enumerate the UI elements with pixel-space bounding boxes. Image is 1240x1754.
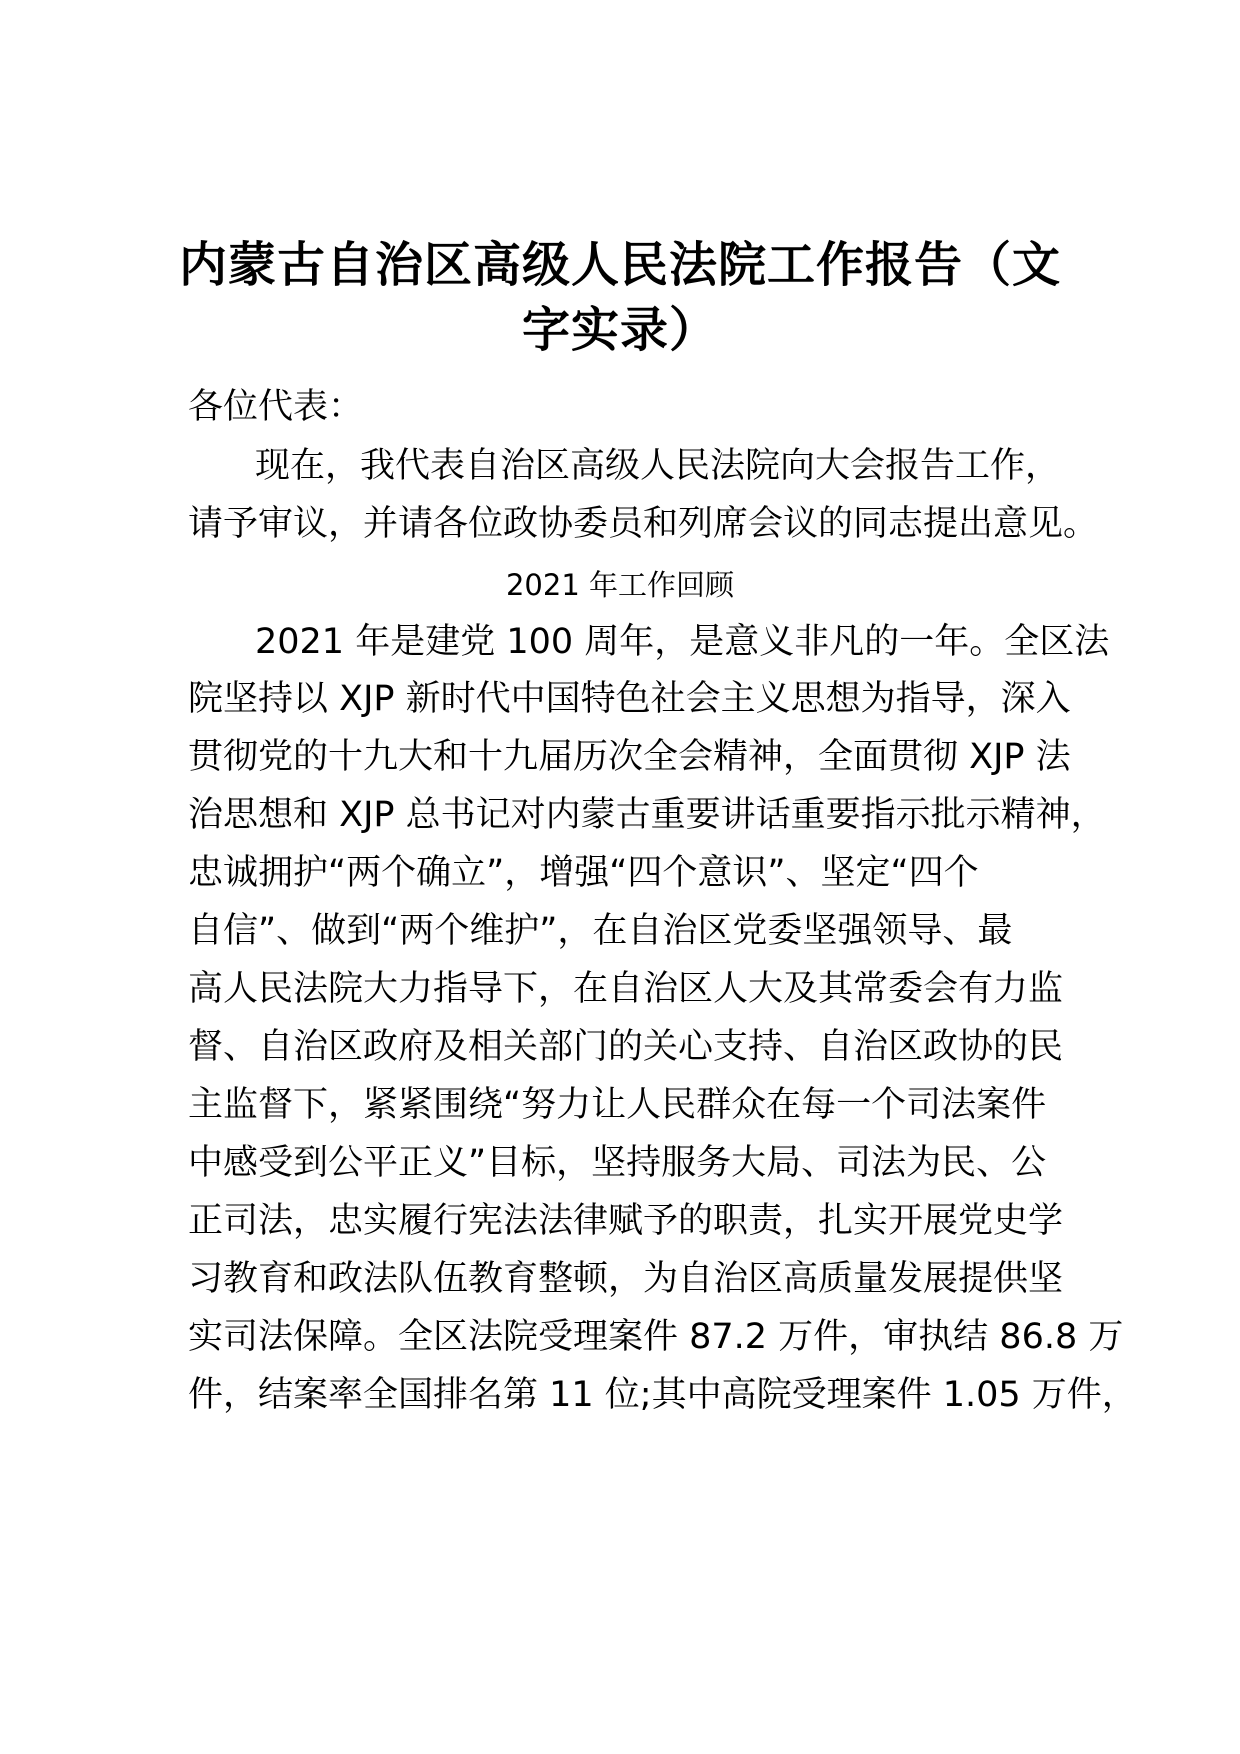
body-line: 高人民法院大力指导下，在自治区人大及其常委会有力监 bbox=[188, 969, 1064, 1009]
body-line: 院坚持以 XJP 新时代中国特色社会主义思想为指导，深入 bbox=[188, 679, 1071, 719]
body-line: 治思想和 XJP 总书记对内蒙古重要讲话重要指示批示精神， bbox=[188, 795, 1106, 835]
body-line: 中感受到公平正义”目标，坚持服务大局、司法为民、公 bbox=[188, 1143, 1047, 1183]
body-line: 习教育和政法队伍教育整顿，为自治区高质量发展提供坚 bbox=[188, 1259, 1064, 1299]
document-title-line-1: 内蒙古自治区高级人民法院工作报告（文 bbox=[178, 237, 1061, 293]
document-title-line-2: 字实录） bbox=[521, 302, 718, 358]
body-line: 实司法保障。全区法院受理案件 87.2 万件，审执结 86.8 万 bbox=[188, 1317, 1124, 1357]
body-line: 贯彻党的十九大和十九届历次全会精神，全面贯彻 XJP 法 bbox=[188, 737, 1071, 777]
section-heading: 2021 年工作回顾 bbox=[505, 568, 735, 602]
intro-line-1: 现在，我代表自治区高级人民法院向大会报告工作， bbox=[255, 446, 1061, 486]
body-line: 2021 年是建党 100 周年，是意义非凡的一年。全区法 bbox=[255, 622, 1110, 662]
body-line: 件，结案率全国排名第 11 位;其中高院受理案件 1.05 万件， bbox=[188, 1375, 1137, 1415]
salutation: 各位代表： bbox=[188, 387, 364, 427]
body-line: 督、自治区政府及相关部门的关心支持、自治区政协的民 bbox=[188, 1027, 1064, 1067]
body-line: 自信”、做到“两个维护”，在自治区党委坚强领导、最 bbox=[188, 911, 1013, 951]
body-line: 主监督下，紧紧围绕“努力让人民群众在每一个司法案件 bbox=[188, 1085, 1047, 1125]
body-line: 正司法，忠实履行宪法法律赋予的职责，扎实开展党史学 bbox=[188, 1201, 1064, 1241]
intro-line-2: 请予审议，并请各位政协委员和列席会议的同志提出意见。 bbox=[188, 504, 1099, 544]
body-line: 忠诚拥护“两个确立”，增强“四个意识”、坚定“四个 bbox=[188, 853, 979, 893]
